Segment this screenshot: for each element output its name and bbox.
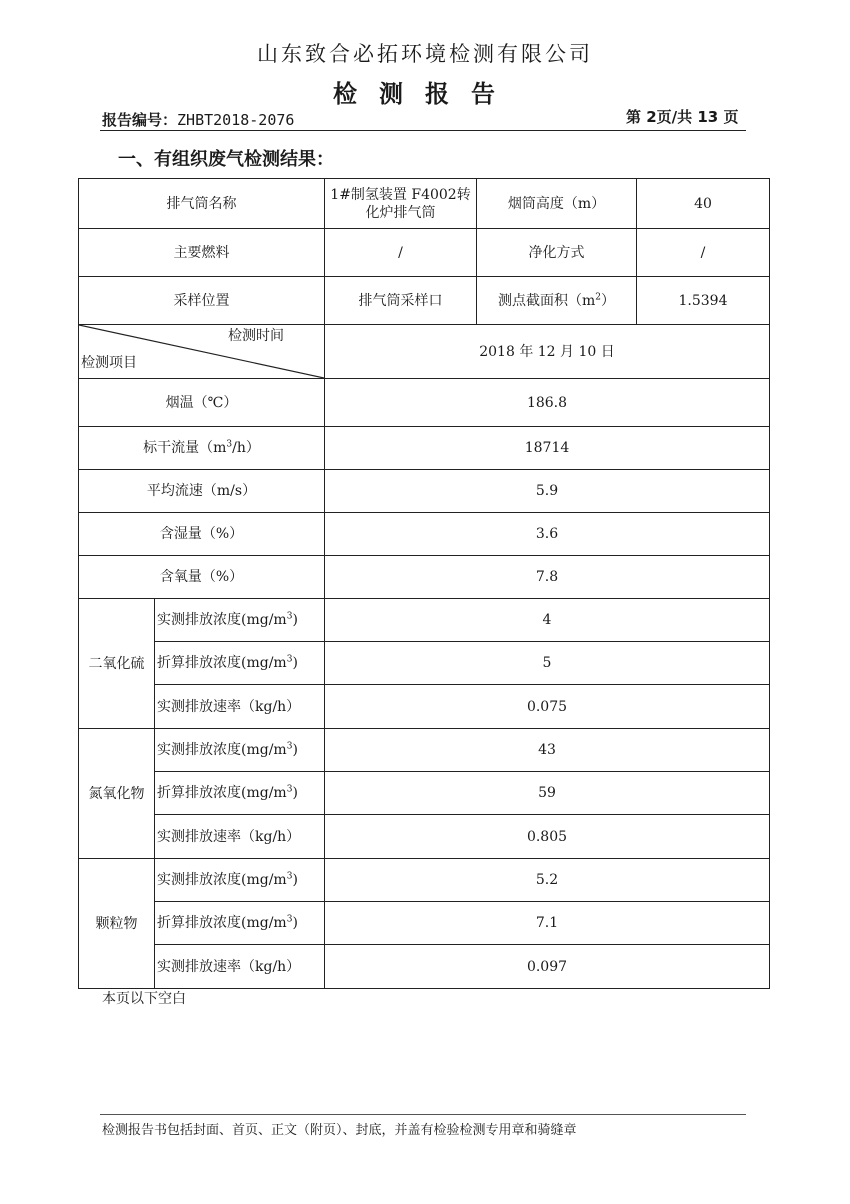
report-number — [102, 109, 294, 130]
converted-conc-value: 5 — [325, 642, 770, 685]
measured-conc-label: 实测排放浓度$(mg/m^3)$ — [155, 599, 325, 642]
section-area-label — [477, 277, 637, 325]
section-title: 一、有组织废气检测结果： — [118, 149, 334, 170]
report-number-value: ZHBT2018-2076 — [177, 111, 295, 129]
emission-rate-label: 实测排放速率（kg/h） — [155, 815, 325, 859]
converted-conc-label: 折算排放浓度$(mg/m^3)$ — [155, 642, 325, 685]
stack-name-value: 1#制氢装置 F4002转化炉排气筒 — [325, 179, 477, 229]
sampling-label: 采样位置 — [79, 277, 325, 325]
param-value: 18714 — [325, 427, 770, 470]
footer-divider — [100, 1114, 746, 1115]
stack-height-value: 40 — [637, 179, 770, 229]
param-value: 3.6 — [325, 513, 770, 556]
stack-name-label: 排气筒名称 — [79, 179, 325, 229]
param-label: 标干流量$(m^3/h)$ — [79, 427, 325, 470]
fuel-value: / — [325, 229, 477, 277]
converted-conc-value: 59 — [325, 772, 770, 815]
results-table — [78, 178, 770, 989]
fuel-label: 主要燃料 — [79, 229, 325, 277]
diagonal-header-cell — [79, 325, 325, 379]
param-label: 含氧量（%） — [79, 556, 325, 599]
area-label-close: ） — [601, 292, 615, 309]
item-header-label: 检测项目 — [81, 355, 137, 371]
purification-label: 净化方式 — [477, 229, 637, 277]
converted-conc-label: 折算排放浓度$(mg/m^3)$ — [155, 772, 325, 815]
emission-rate-label: 实测排放速率（kg/h） — [155, 685, 325, 729]
report-number-label: 报告编号： — [102, 111, 178, 129]
section-area-value: 1.5394 — [637, 277, 770, 325]
emission-rate-value: 0.805 — [325, 815, 770, 859]
purification-value: / — [637, 229, 770, 277]
param-value: 186.8 — [325, 379, 770, 427]
test-date: 2018 年 12 月 10 日 — [325, 325, 770, 379]
blank-page-note: 本页以下空白 — [102, 991, 186, 1007]
area-label-sup: 2 — [595, 291, 601, 302]
param-label: 含湿量（%） — [79, 513, 325, 556]
footer-text: 检测报告书包括封面、首页、正文（附页）、封底，并盖有检验检测专用章和骑缝章 — [102, 1123, 577, 1138]
param-value: 5.9 — [325, 470, 770, 513]
param-label: 平均流速（m/s） — [79, 470, 325, 513]
measured-conc-value: 4 — [325, 599, 770, 642]
pollutant-name: 颗粒物 — [79, 859, 155, 989]
page-indicator: 第 2页/共 13 页 — [626, 108, 739, 126]
time-header-label: 检测时间 — [228, 328, 284, 344]
header-divider — [100, 130, 746, 131]
company-name: 山东致合必拓环境检测有限公司 — [257, 42, 593, 66]
param-label: 烟温（℃） — [79, 379, 325, 427]
converted-conc-value: 7.1 — [325, 902, 770, 945]
sampling-value: 排气筒采样口 — [325, 277, 477, 325]
measured-conc-label: 实测排放浓度$(mg/m^3)$ — [155, 729, 325, 772]
converted-conc-label: 折算排放浓度$(mg/m^3)$ — [155, 902, 325, 945]
measured-conc-label: 实测排放浓度$(mg/m^3)$ — [155, 859, 325, 902]
report-title: 检测报告 — [333, 80, 517, 108]
emission-rate-label: 实测排放速率（kg/h） — [155, 945, 325, 989]
measured-conc-value: 43 — [325, 729, 770, 772]
emission-rate-value: 0.097 — [325, 945, 770, 989]
pollutant-name: 二氧化硫 — [79, 599, 155, 729]
stack-height-label: 烟筒高度（m） — [477, 179, 637, 229]
emission-rate-value: 0.075 — [325, 685, 770, 729]
measured-conc-value: 5.2 — [325, 859, 770, 902]
pollutant-name: 氮氧化物 — [79, 729, 155, 859]
area-label-text: 测点截面积（m — [497, 292, 596, 309]
param-value: 7.8 — [325, 556, 770, 599]
